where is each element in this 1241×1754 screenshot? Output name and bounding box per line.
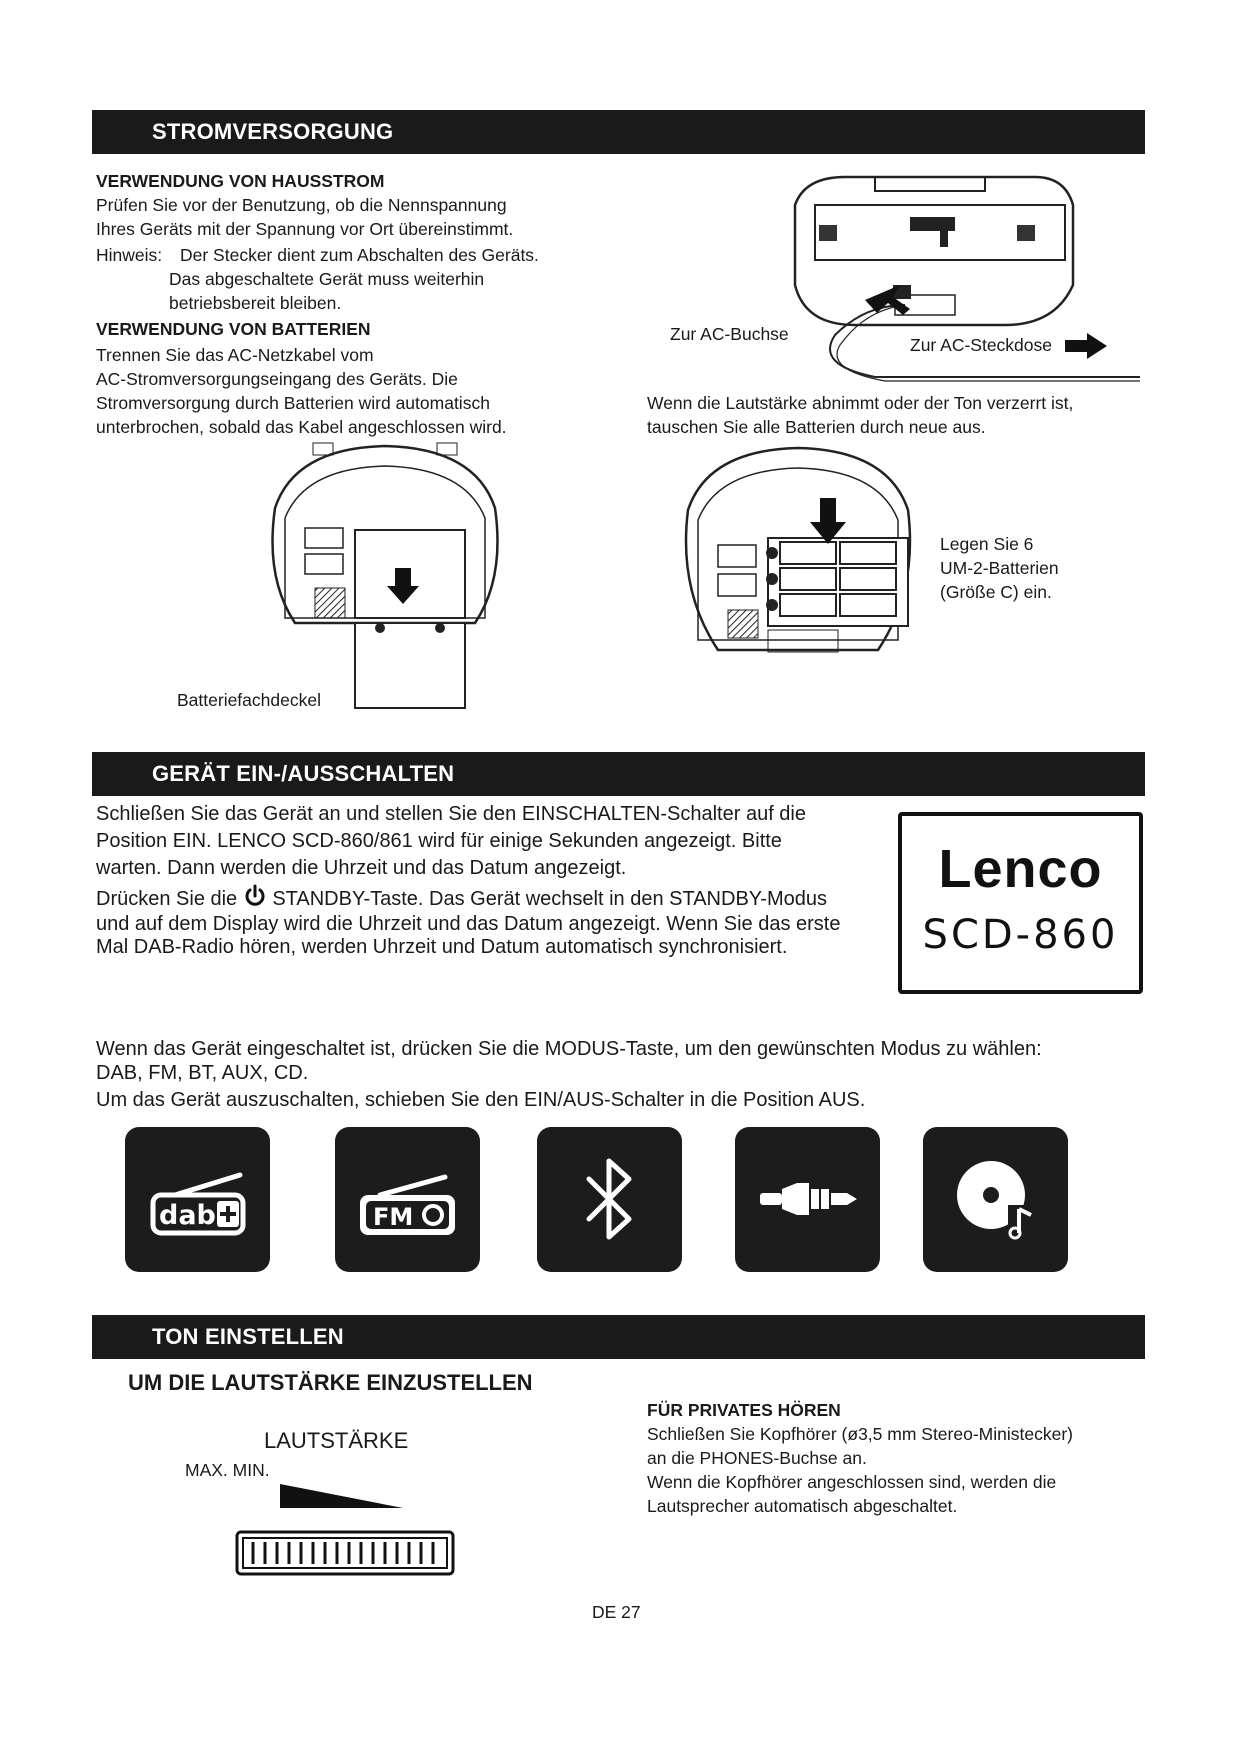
mode-line-1: Wenn das Gerät eingeschaltet ist, drücken Sie die MODUS-Taste, um den gewünschten Modus zu wählen: (96, 1038, 1042, 1060)
battery-heading: VERWENDUNG VON BATTERIEN (96, 319, 371, 339)
standby-line (96, 884, 827, 913)
insert-line-3: (Größe C) ein. (940, 582, 1052, 602)
volume-wheel-illustration (235, 1480, 455, 1580)
page-number: DE 27 (592, 1602, 641, 1622)
onoff-para1-line-3: warten. Dann werden die Uhrzeit und das Datum angezeigt. (96, 857, 627, 879)
mode-line-2: DAB, FM, BT, AUX, CD. (96, 1062, 309, 1084)
ac-jack-label: Zur AC-Buchse (670, 324, 789, 344)
mode-tile-fm (335, 1127, 480, 1272)
mains-heading: VERWENDUNG VON HAUSSTROM (96, 171, 385, 191)
mode-tile-aux (735, 1127, 880, 1272)
private-line-3: Wenn die Kopfhörer angeschlossen sind, werden die (647, 1472, 1057, 1492)
lenco-display (898, 812, 1143, 994)
note-label: Hinweis: (96, 245, 163, 265)
standby-pre: Drücken Sie die (96, 888, 238, 910)
note-line-2: Das abgeschaltete Gerät muss weiterhin (169, 269, 485, 289)
private-line-1: Schließen Sie Kopfhörer (ø3,5 mm Stereo-Ministecker) (647, 1424, 1073, 1444)
display-model: SCD-860 (922, 912, 1119, 958)
battery-line-1: Trennen Sie das AC-Netzkabel vom (96, 345, 374, 365)
onoff-para1-line-1: Schließen Sie das Gerät an und stellen Sie den EINSCHALTEN-Schalter auf die (96, 803, 806, 825)
mode-tile-cd (923, 1127, 1068, 1272)
ac-socket-label: Zur AC-Steckdose (910, 335, 1052, 355)
private-line-2: an die PHONES-Buchse an. (647, 1448, 867, 1468)
insert-line-2: UM-2-Batterien (940, 558, 1059, 578)
battery-line-3: Stromversorgung durch Batterien wird automatisch (96, 393, 490, 413)
mains-line-2: Ihres Geräts mit der Spannung vor Ort übereinstimmt. (96, 219, 514, 239)
mode-tile-bluetooth (537, 1127, 682, 1272)
battery-cover-illustration (255, 438, 515, 718)
private-heading: FÜR PRIVATES HÖREN (647, 1400, 841, 1420)
private-line-4: Lautsprecher automatisch abgeschaltet. (647, 1496, 958, 1516)
section-title: GERÄT EIN-/AUSSCHALTEN (152, 761, 455, 786)
dab-icon (125, 1127, 270, 1272)
mains-line-1: Prüfen Sie vor der Benutzung, ob die Nennspannung (96, 195, 507, 215)
volume-label: LAUTSTÄRKE (264, 1428, 409, 1453)
onoff-para1-line-2: Position EIN. LENCO SCD-860/861 wird für einige Sekunden angezeigt. Bitte (96, 830, 782, 852)
display-brand: Lenco (938, 839, 1103, 899)
battery-line-4: unterbrochen, sobald das Kabel angeschlossen wird. (96, 417, 507, 437)
section-title: TON EINSTELLEN (152, 1324, 344, 1349)
section-header-sound (92, 1315, 1145, 1359)
replace-line-2: tauschen Sie alle Batterien durch neue aus. (647, 417, 986, 437)
standby-post: STANDBY-Taste. Das Gerät wechselt in den STANDBY-Modus (272, 888, 827, 910)
cd-icon (923, 1127, 1068, 1272)
fm-radio-icon (335, 1127, 480, 1272)
cover-label: Batteriefachdeckel (177, 690, 321, 710)
standby-line-2: und auf dem Display wird die Uhrzeit und das Datum angezeigt. Wenn Sie das erste (96, 913, 841, 935)
battery-insert-illustration (668, 440, 938, 690)
svg-text:dab: dab (159, 1200, 216, 1231)
power-icon (243, 884, 267, 908)
svg-text:FM: FM (373, 1203, 414, 1231)
max-min-label: MAX. MIN. (185, 1460, 270, 1480)
section-title: STROMVERSORGUNG (152, 119, 394, 144)
volume-heading: UM DIE LAUTSTÄRKE EINZUSTELLEN (128, 1370, 533, 1395)
battery-line-2: AC-Stromversorgungseingang des Geräts. Die (96, 369, 458, 389)
note-line-3: betriebsbereit bleiben. (169, 293, 342, 313)
standby-line-3: Mal DAB-Radio hören, werden Uhrzeit und Datum automatisch synchronisiert. (96, 936, 788, 958)
note-line-1: Der Stecker dient zum Abschalten des Geräts. (180, 245, 539, 265)
replace-line-1: Wenn die Lautstärke abnimmt oder der Ton verzerrt ist, (647, 393, 1074, 413)
section-header-power (92, 110, 1145, 154)
bluetooth-icon (537, 1127, 682, 1272)
section-header-onoff (92, 752, 1145, 796)
mode-tile-dab (125, 1127, 270, 1272)
aux-jack-icon (735, 1127, 880, 1272)
off-line: Um das Gerät auszuschalten, schieben Sie den EIN/AUS-Schalter in die Position AUS. (96, 1089, 866, 1111)
insert-line-1: Legen Sie 6 (940, 534, 1034, 554)
